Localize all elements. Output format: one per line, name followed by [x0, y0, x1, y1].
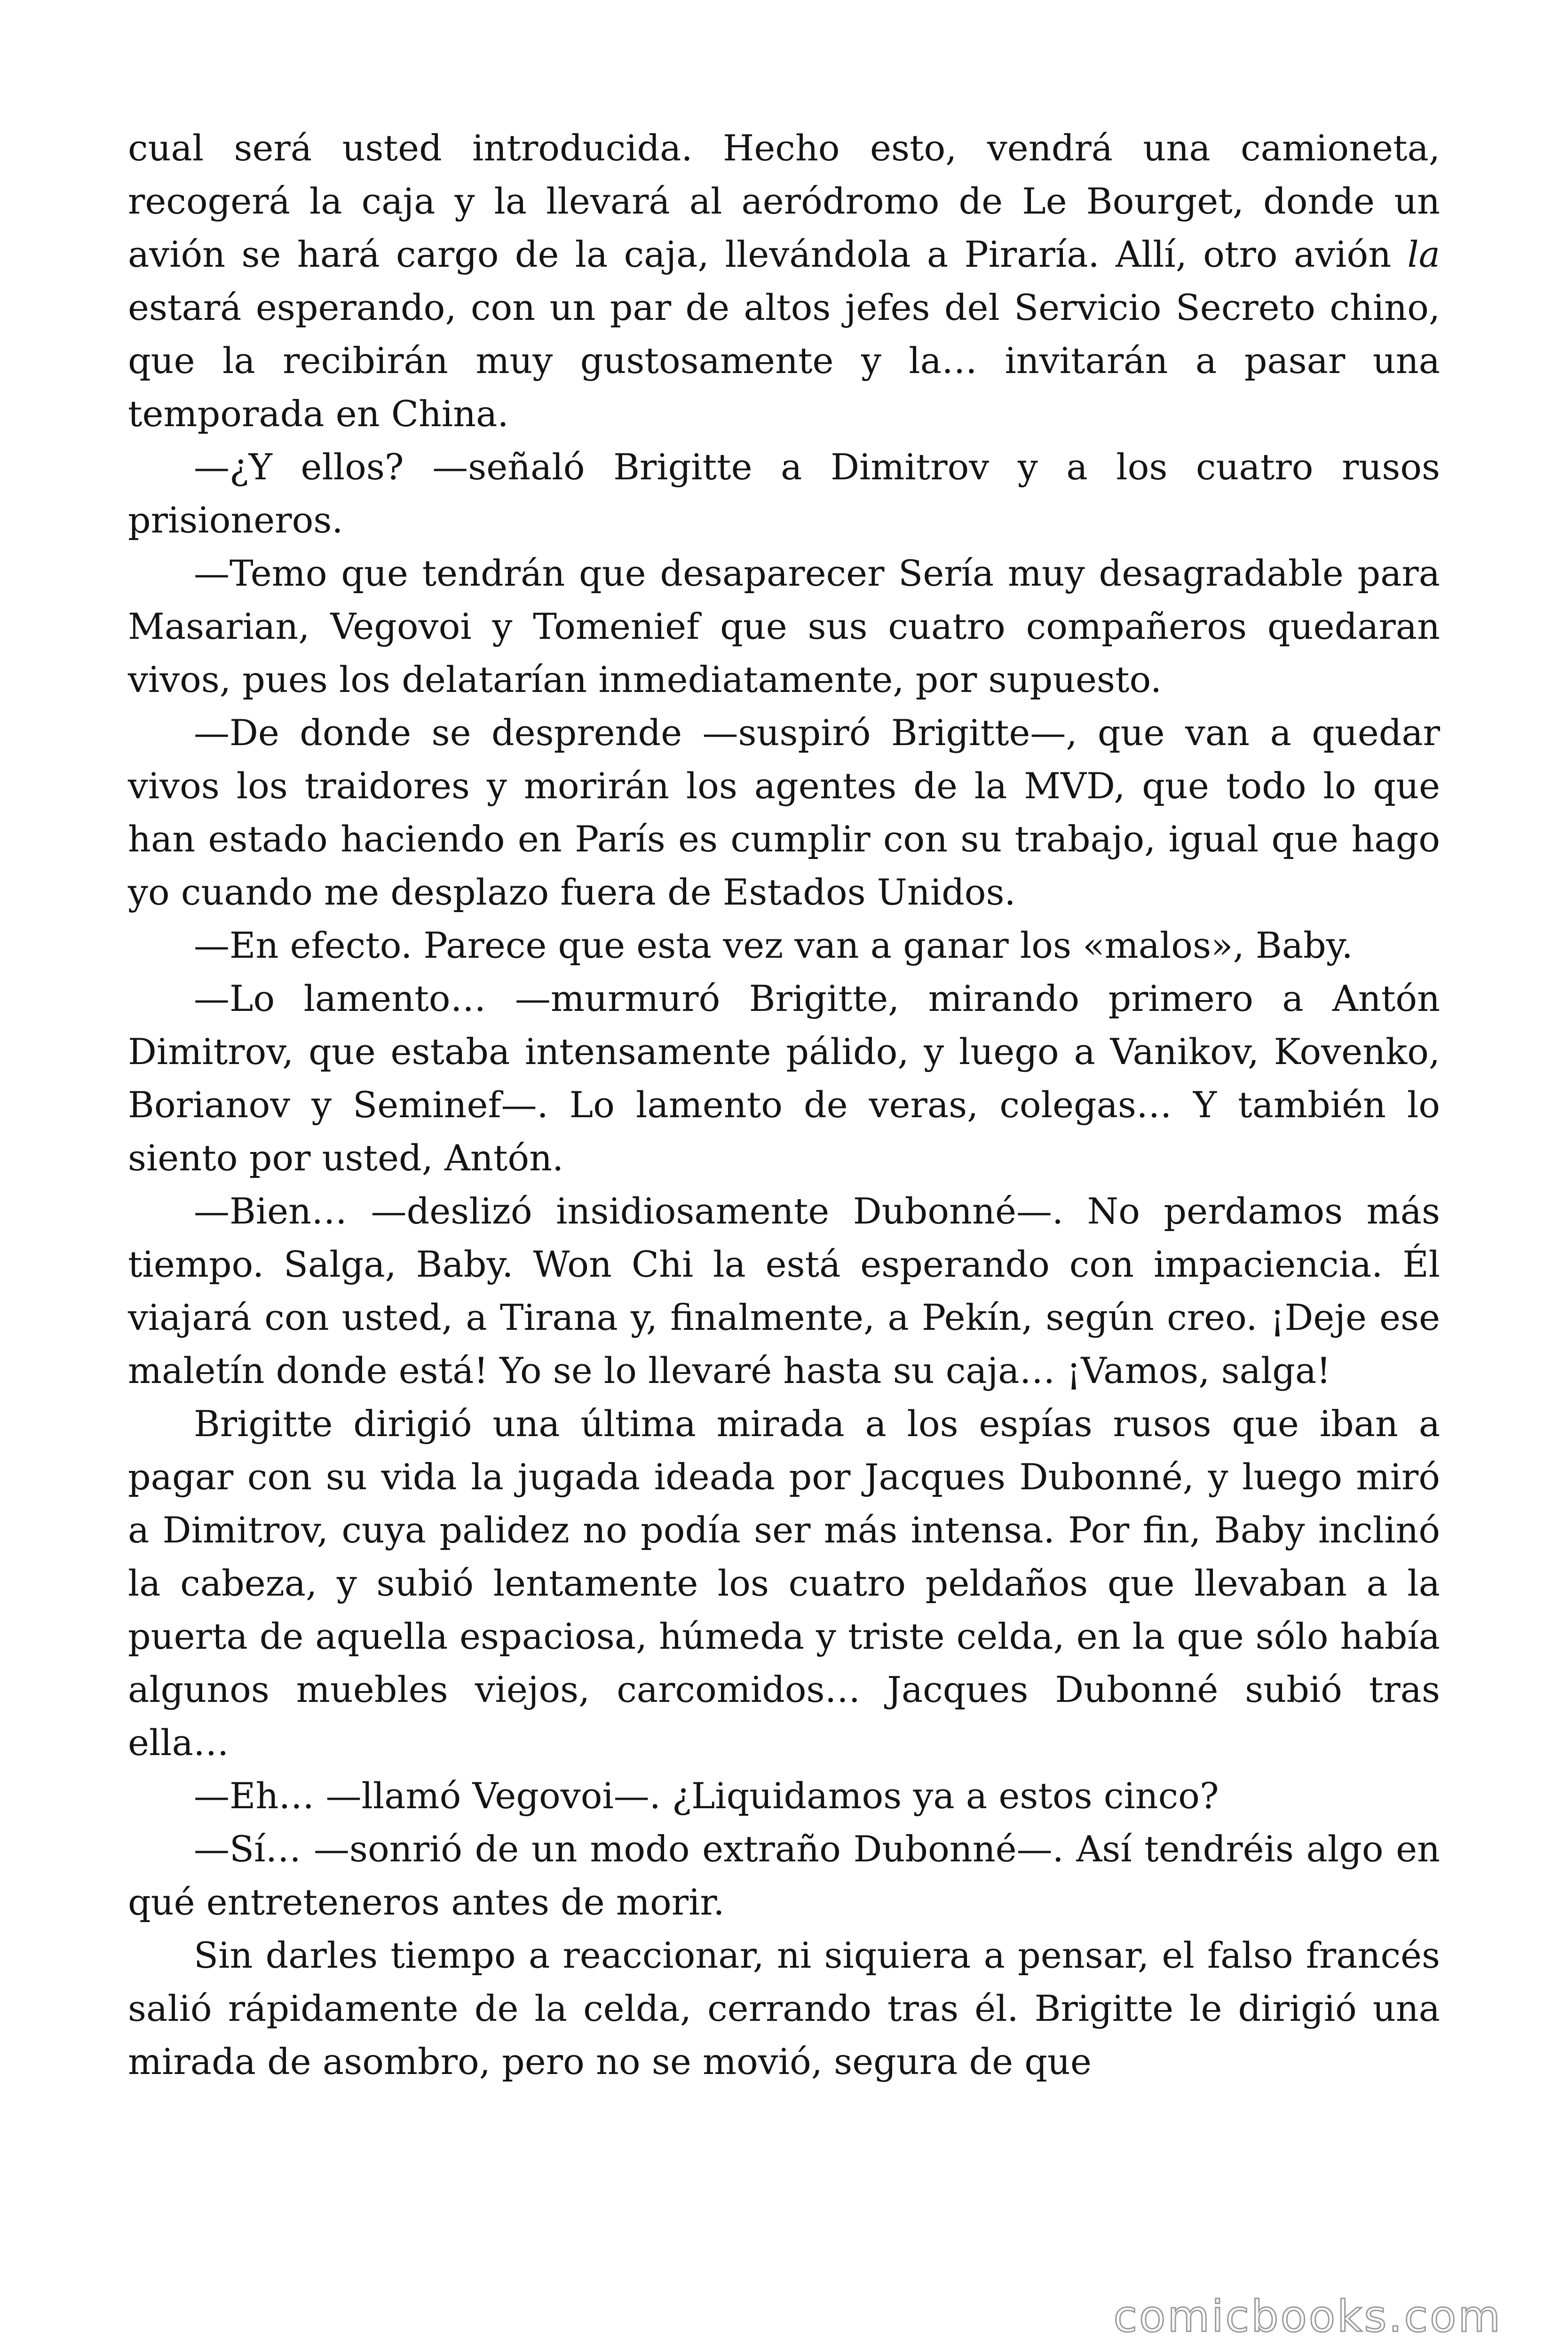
paragraph-10: —Sí… —sonrió de un modo extraño Dubonné—. Así tendréis algo en qué entreteneros antes de morir. [128, 1828, 1440, 1923]
paragraph-6: —Lo lamento… —murmuró Brigitte, mirando primero a Antón Dimitrov, que estaba intensamente pálido, y luego a Vanikov, Kovenko, Borianov y Seminef—. Lo lamento de veras, colegas… Y también lo siento por usted, Antón. [128, 977, 1440, 1179]
paragraph-7: —Bien… —deslizó insidiosamente Dubonné—. No perdamos más tiempo. Salga, Baby. Won Chi la está esperando con impaciencia. Él viajará con usted, a Tirana y, finalmente, a Pekín, según creo. ¡Deje ese maletín donde está! Yo se lo llevaré hasta su caja… ¡Vamos, salga! [128, 1190, 1440, 1391]
paragraph-4: —De donde se desprende —suspiró Brigitte—, que van a quedar vivos los traidores y morirán los agentes de la MVD, que todo lo que han estado haciendo en París es cumplir con su trabajo, igual que hago yo cuando me desplazo fuera de Estados Unidos. [128, 712, 1440, 913]
watermark-logo: comicbooks.com [1113, 2291, 1502, 2342]
paragraph-1 [128, 121, 1440, 440]
paragraph-8: Brigitte dirigió una última mirada a los espías rusos que iban a pagar con su vida la jugada ideada por Jacques Dubonné, y luego miró a Dimitrov, cuya palidez no podía ser más intensa. Por fin, Baby inclinó la cabeza, y subió lentamente los cuatro peldaños que llevaban a la puerta de aquella espaciosa, húmeda y triste celda, en la que sólo había algunos muebles viejos, carcomidos… Jacques Dubonné subió tras ella… [128, 1403, 1440, 1764]
paragraph-1-after: estará esperando, con un par de altos jefes del Servicio Secreto chino, que la recibirán muy gustosamente y la… invitarán a pasar una temporada en China. [128, 286, 1440, 435]
paragraph-9: —Eh… —llamó Vegovoi—. ¿Liquidamos ya a estos cinco? [194, 1775, 1219, 1817]
paragraph-5: —En efecto. Parece que esta vez van a ganar los «malos», Baby. [194, 924, 1353, 966]
paragraph-2: —¿Y ellos? —señaló Brigitte a Dimitrov y a los cuatro rusos prisioneros. [128, 446, 1440, 541]
emphasis-la: la [1407, 233, 1440, 275]
book-page-text [128, 121, 1440, 2088]
paragraph-1-before: cual será usted introducida. Hecho esto, vendrá una camioneta, recogerá la caja y la llevará al aeródromo de Le Bourget, donde un avión se hará cargo de la caja, llevándola a Piraría. Allí, otro avión [128, 127, 1440, 275]
paragraph-3: —Temo que tendrán que desaparecer Sería muy desagradable para Masarian, Vegovoi y Tomenief que sus cuatro compañeros quedaran vivos, pues los delatarían inmediatamente, por supuesto. [128, 552, 1440, 700]
paragraph-11: Sin darles tiempo a reaccionar, ni siquiera a pensar, el falso francés salió rápidamente de la celda, cerrando tras él. Brigitte le dirigió una mirada de asombro, pero no se movió, segura de que [128, 1934, 1440, 2082]
